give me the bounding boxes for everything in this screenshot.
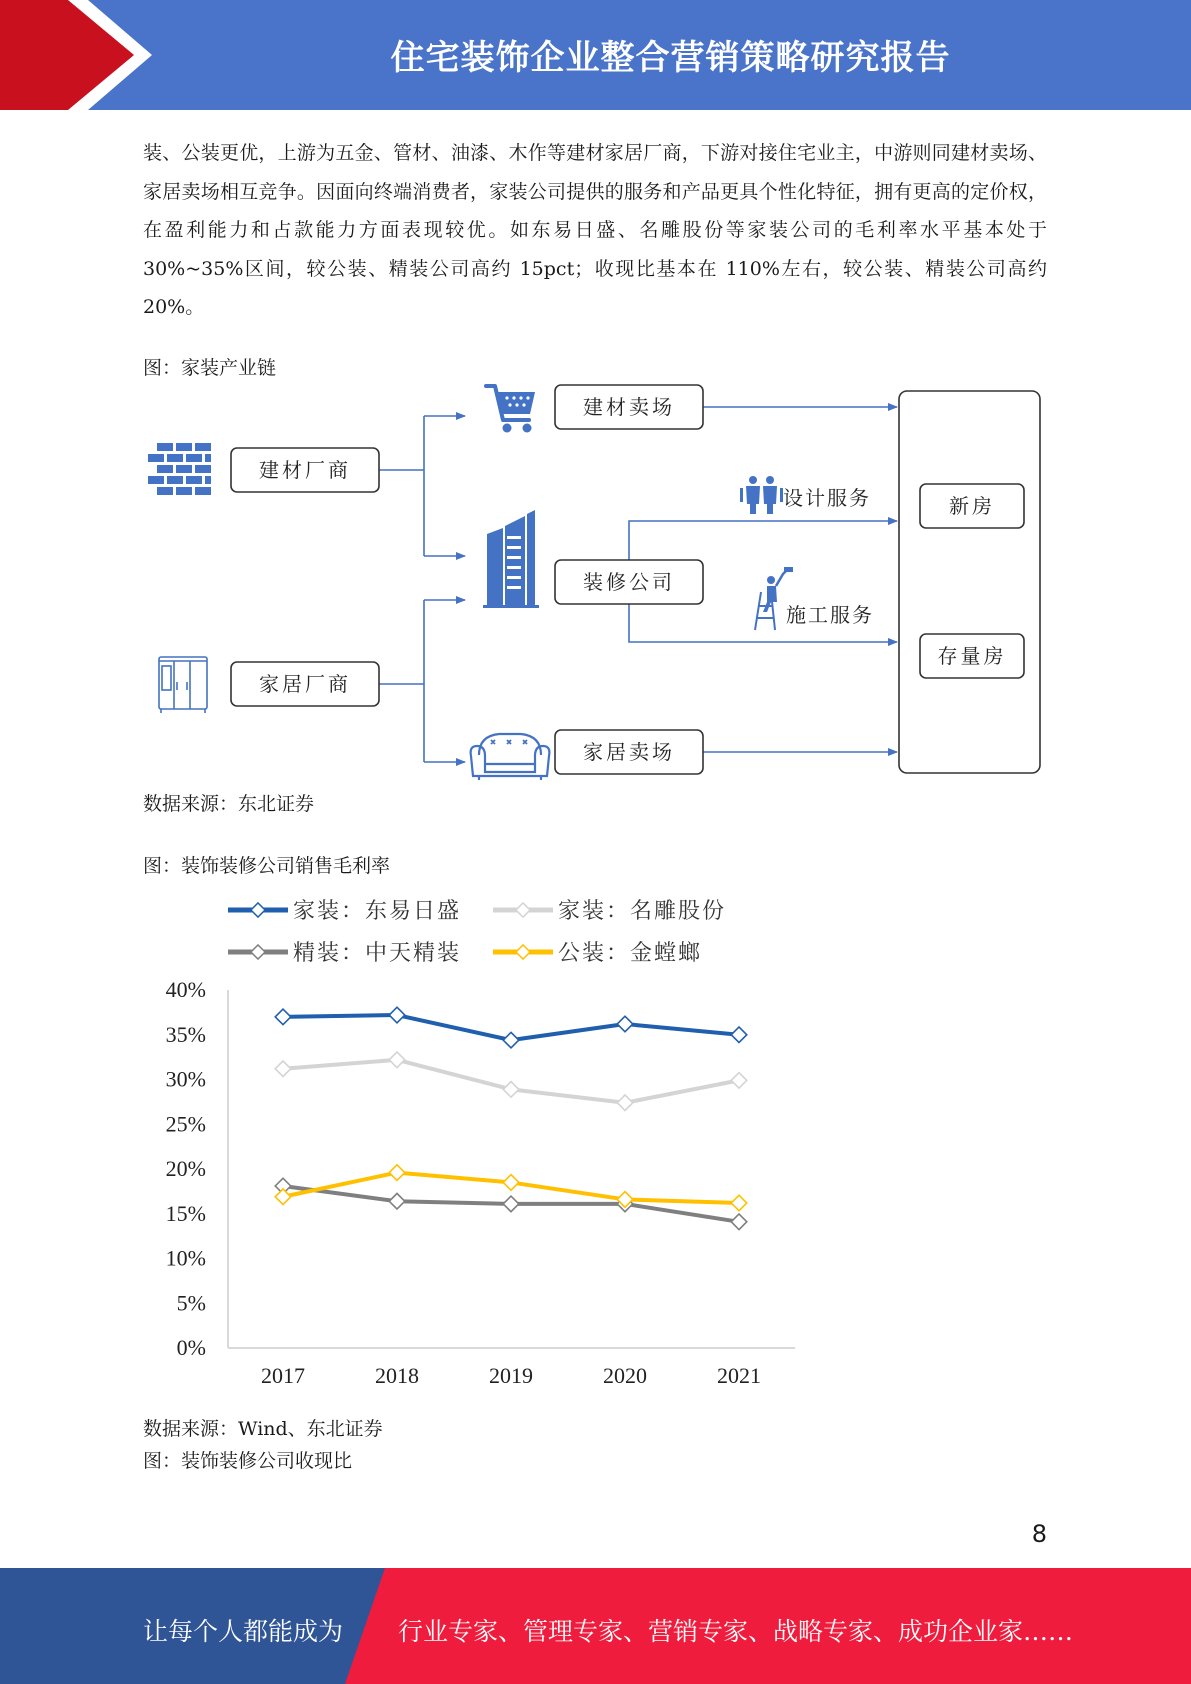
data-point [731,1214,747,1230]
label-existing-house: 存量房 [937,644,1007,668]
data-point [503,1082,519,1098]
data-point [731,1027,747,1043]
y-tick-label: 10% [165,1245,206,1271]
legend-swatch-marker [251,903,265,917]
y-tick-label: 40% [165,977,206,1002]
legend-label: 家装：名雕股份 [558,899,727,924]
page-footer [0,1568,1191,1684]
y-tick-label: 30% [165,1066,206,1092]
legend-item [493,941,702,966]
legend-item [228,899,461,924]
y-tick-label: 0% [176,1335,206,1360]
legend-swatch-marker [251,945,265,959]
footer-slogan-right: 行业专家、管理专家、营销专家、战略专家、成功企业家…… [398,1617,1074,1646]
data-point [617,1016,633,1032]
wardrobe-icon [159,657,207,713]
data-point [389,1007,405,1023]
y-tick-label: 15% [165,1200,206,1226]
chart-legend [228,899,726,966]
chart-series [275,1052,747,1111]
data-point [275,1009,291,1025]
figure1-caption: 图：家装产业链 [143,357,277,379]
industry-chain-diagram [143,380,1063,780]
page-header [0,0,1191,110]
data-point [503,1196,519,1212]
figure2-source: 数据来源：Wind、东北证券 [143,1418,383,1440]
label-design-service: 设计服务 [783,486,871,510]
legend-label: 公装：金螳螂 [558,941,703,966]
x-tick-label: 2019 [489,1363,533,1388]
legend-label: 家装：东易日盛 [293,899,462,924]
label-construction-service: 施工服务 [786,603,874,627]
data-point [503,1175,519,1191]
x-tick-label: 2018 [375,1363,419,1388]
data-point [503,1032,519,1048]
figure3-caption: 图：装饰装修公司收现比 [143,1450,353,1472]
data-point [389,1165,405,1181]
x-tick-label: 2021 [717,1363,761,1388]
page-number: 8 [1031,1520,1047,1548]
label-building-materials-market: 建材卖场 [583,395,675,419]
figure1-source: 数据来源：东北证券 [143,793,315,815]
brick-wall-icon [148,443,211,495]
body-paragraph: 装、公装更优，上游为五金、管材、油漆、木作等建材家居厂商，下游对接住宅业主，中游则同建材卖场、家居卖场相互竞争。因面向终端消费者，家装公司提供的服务和产品更具个性化特征，拥有更高的定价权，在盈利能力和占款能力方面表现较优。如东易日盛、名雕股份等家装公司的毛利率水平基本处于 30%~35%区间，较公装、精装公司高约 15pct；收现比基本在 110%左右，较公装、精装公司高约 20%。 [143,142,1047,318]
x-tick-label: 2017 [261,1363,305,1388]
legend-swatch-marker [516,945,530,959]
figure2-caption: 图：装饰装修公司销售毛利率 [143,855,391,877]
y-tick-label: 20% [165,1156,206,1181]
legend-item [228,941,461,966]
data-point [389,1193,405,1209]
y-tick-label: 25% [165,1111,206,1137]
sofa-icon [471,734,550,780]
box-end-market [899,391,1040,773]
data-point [731,1195,747,1211]
chart-axes [166,977,795,1388]
data-point [275,1061,291,1077]
data-point [389,1052,405,1068]
legend-swatch-marker [516,903,530,917]
legend-label: 精装：中天精装 [293,941,462,966]
label-furniture-maker: 家居厂商 [259,672,351,696]
report-title: 住宅装饰企业整合营销策略研究报告 [390,38,951,78]
y-tick-label: 5% [176,1290,206,1316]
data-point [617,1095,633,1111]
data-point [275,1189,291,1205]
gross-margin-chart [143,880,803,1400]
y-tick-label: 35% [165,1021,206,1047]
footer-slogan-left: 让每个人都能成为 [143,1617,344,1646]
label-furniture-market: 家居卖场 [583,740,675,764]
shopping-cart-icon [486,386,535,433]
data-point [731,1073,747,1089]
chart-plot-area [275,1007,747,1229]
label-decoration-company: 装修公司 [583,570,675,594]
designers-icon [740,476,783,514]
x-tick-label: 2020 [603,1363,647,1388]
label-building-materials-maker: 建材厂商 [259,458,351,482]
label-new-house: 新房 [949,494,995,518]
office-building-icon [483,510,539,608]
legend-item [493,899,726,924]
chart-series [275,1007,747,1048]
